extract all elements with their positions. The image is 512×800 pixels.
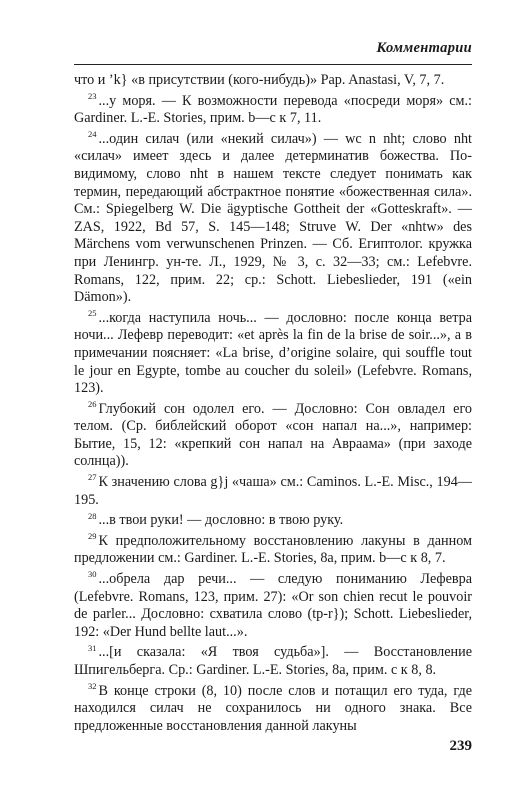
footnote-text: К значению слова g}j «чаша» см.: Caminos. L.-E. Misc., 194—195. [74, 474, 472, 508]
footnote-text: ...один силач (или «некий силач») — wc n nht; слово nht «силач» имеет здесь и далее детерминатив божества. По-видимому, слово nht в нашем тексте следует понимать как термин, передающий абстрактное понятие «божественная сила». См.: Spiegelberg W. Die ägyptische Gottheit der «Gotteskraft». — ZAS, 1922, Bd 57, S. 145—148; Struve W. Der «nhtw» des Märchens vom verwunschenen Prinzen. — Сб. Египтолог. кружка при Ленингр. ун-те. Л., 1929, № 3, с. 32—33; см.: Lefebvre. Romans, 122, прим. 22; ср.: Schott. Liebeslieder, 191 («ein Dämon»). [74, 130, 472, 306]
footnote-text: ...обрела дар речи... — следую пониманию Лефевра (Lefebvre. Romans, 123, прим. 27): «Or son chien recut le pouvoir de parler... Дословно: схватила слово (tp-r}); Schott. Liebeslieder, 192: «Der Hund bellte laut...». [74, 571, 472, 640]
header-rule [74, 64, 472, 65]
footnote-text: К предположительному восстановлению лакуны в данном предложении см.: Gardiner. L.-E. Stories, 8a, прим. b—c к 8, 7. [74, 532, 472, 567]
footnote-text: что и ’k} «в присутствии (кого-нибудь)» Pap. Anastasi, V, 7, 7. [74, 72, 445, 88]
footnote-24 [74, 131, 472, 307]
footnote-31 [74, 644, 472, 679]
footnote-27 [74, 474, 472, 509]
footnote-text: ...[и сказала: «Я твоя судьба»]. — Восстановление Шпигельберга. Ср.: Gardiner. L.-E. Stories, 8a, прим. c к 8, 8. [74, 644, 472, 678]
footnote-text: ...у моря. — К возможности перевода «посреди моря» см.: Gardiner. L.-E. Stories, прим. b—c к 7, 11. [74, 92, 472, 127]
footnote-number: 29 [88, 531, 97, 542]
footnote-continuation [74, 72, 472, 90]
footnote-28 [74, 512, 472, 530]
footnote-number: 28 [88, 510, 97, 521]
footnote-25 [74, 307, 472, 398]
footnote-26 [74, 398, 472, 471]
page-number: 239 [449, 738, 472, 754]
running-header: Комментарии [376, 40, 472, 56]
footnote-number: 24 [88, 129, 97, 140]
footnote-number: 25 [88, 307, 97, 318]
footnote-32 [74, 680, 472, 736]
footnote-number: 31 [88, 642, 97, 653]
footnote-number: 30 [88, 569, 97, 580]
footnote-text: ...в твои руки! — дословно: в твою руку. [98, 512, 344, 529]
footnote-text: ...когда наступила ночь... — дословно: после конца ветра ночи... Лефевр переводит: «et après la fin de la brise de soir...», а в примечании поясняет: «La brise, d’origine solaire, qui souffle tout le jour en Egypte, tombe au coucher du soleil» (Lefebvre. Romans, 123). [74, 309, 472, 397]
footnote-number: 32 [88, 680, 97, 691]
footnote-number: 23 [88, 90, 97, 101]
footnote-text: Глубокий сон одолел его. — Дословно: Сон овладел его телом. (Ср. библейский оборот «сон напал на...», например: Бытие, 15, 12: «крепкий сон напал на Авраама» (при заходе солнца)). [74, 400, 472, 470]
footnote-number: 26 [88, 398, 97, 409]
footnote-30 [74, 571, 472, 641]
footnote-number: 27 [88, 472, 97, 483]
commentary-body [74, 72, 472, 738]
footnote-text: В конце строки (8, 10) после слов и потащил его туда, где находился силач не сохранилось ни одного знака. Все предложенные восстановления данной лакуны [74, 682, 472, 734]
footnote-23 [74, 90, 472, 128]
footnote-29 [74, 533, 472, 568]
